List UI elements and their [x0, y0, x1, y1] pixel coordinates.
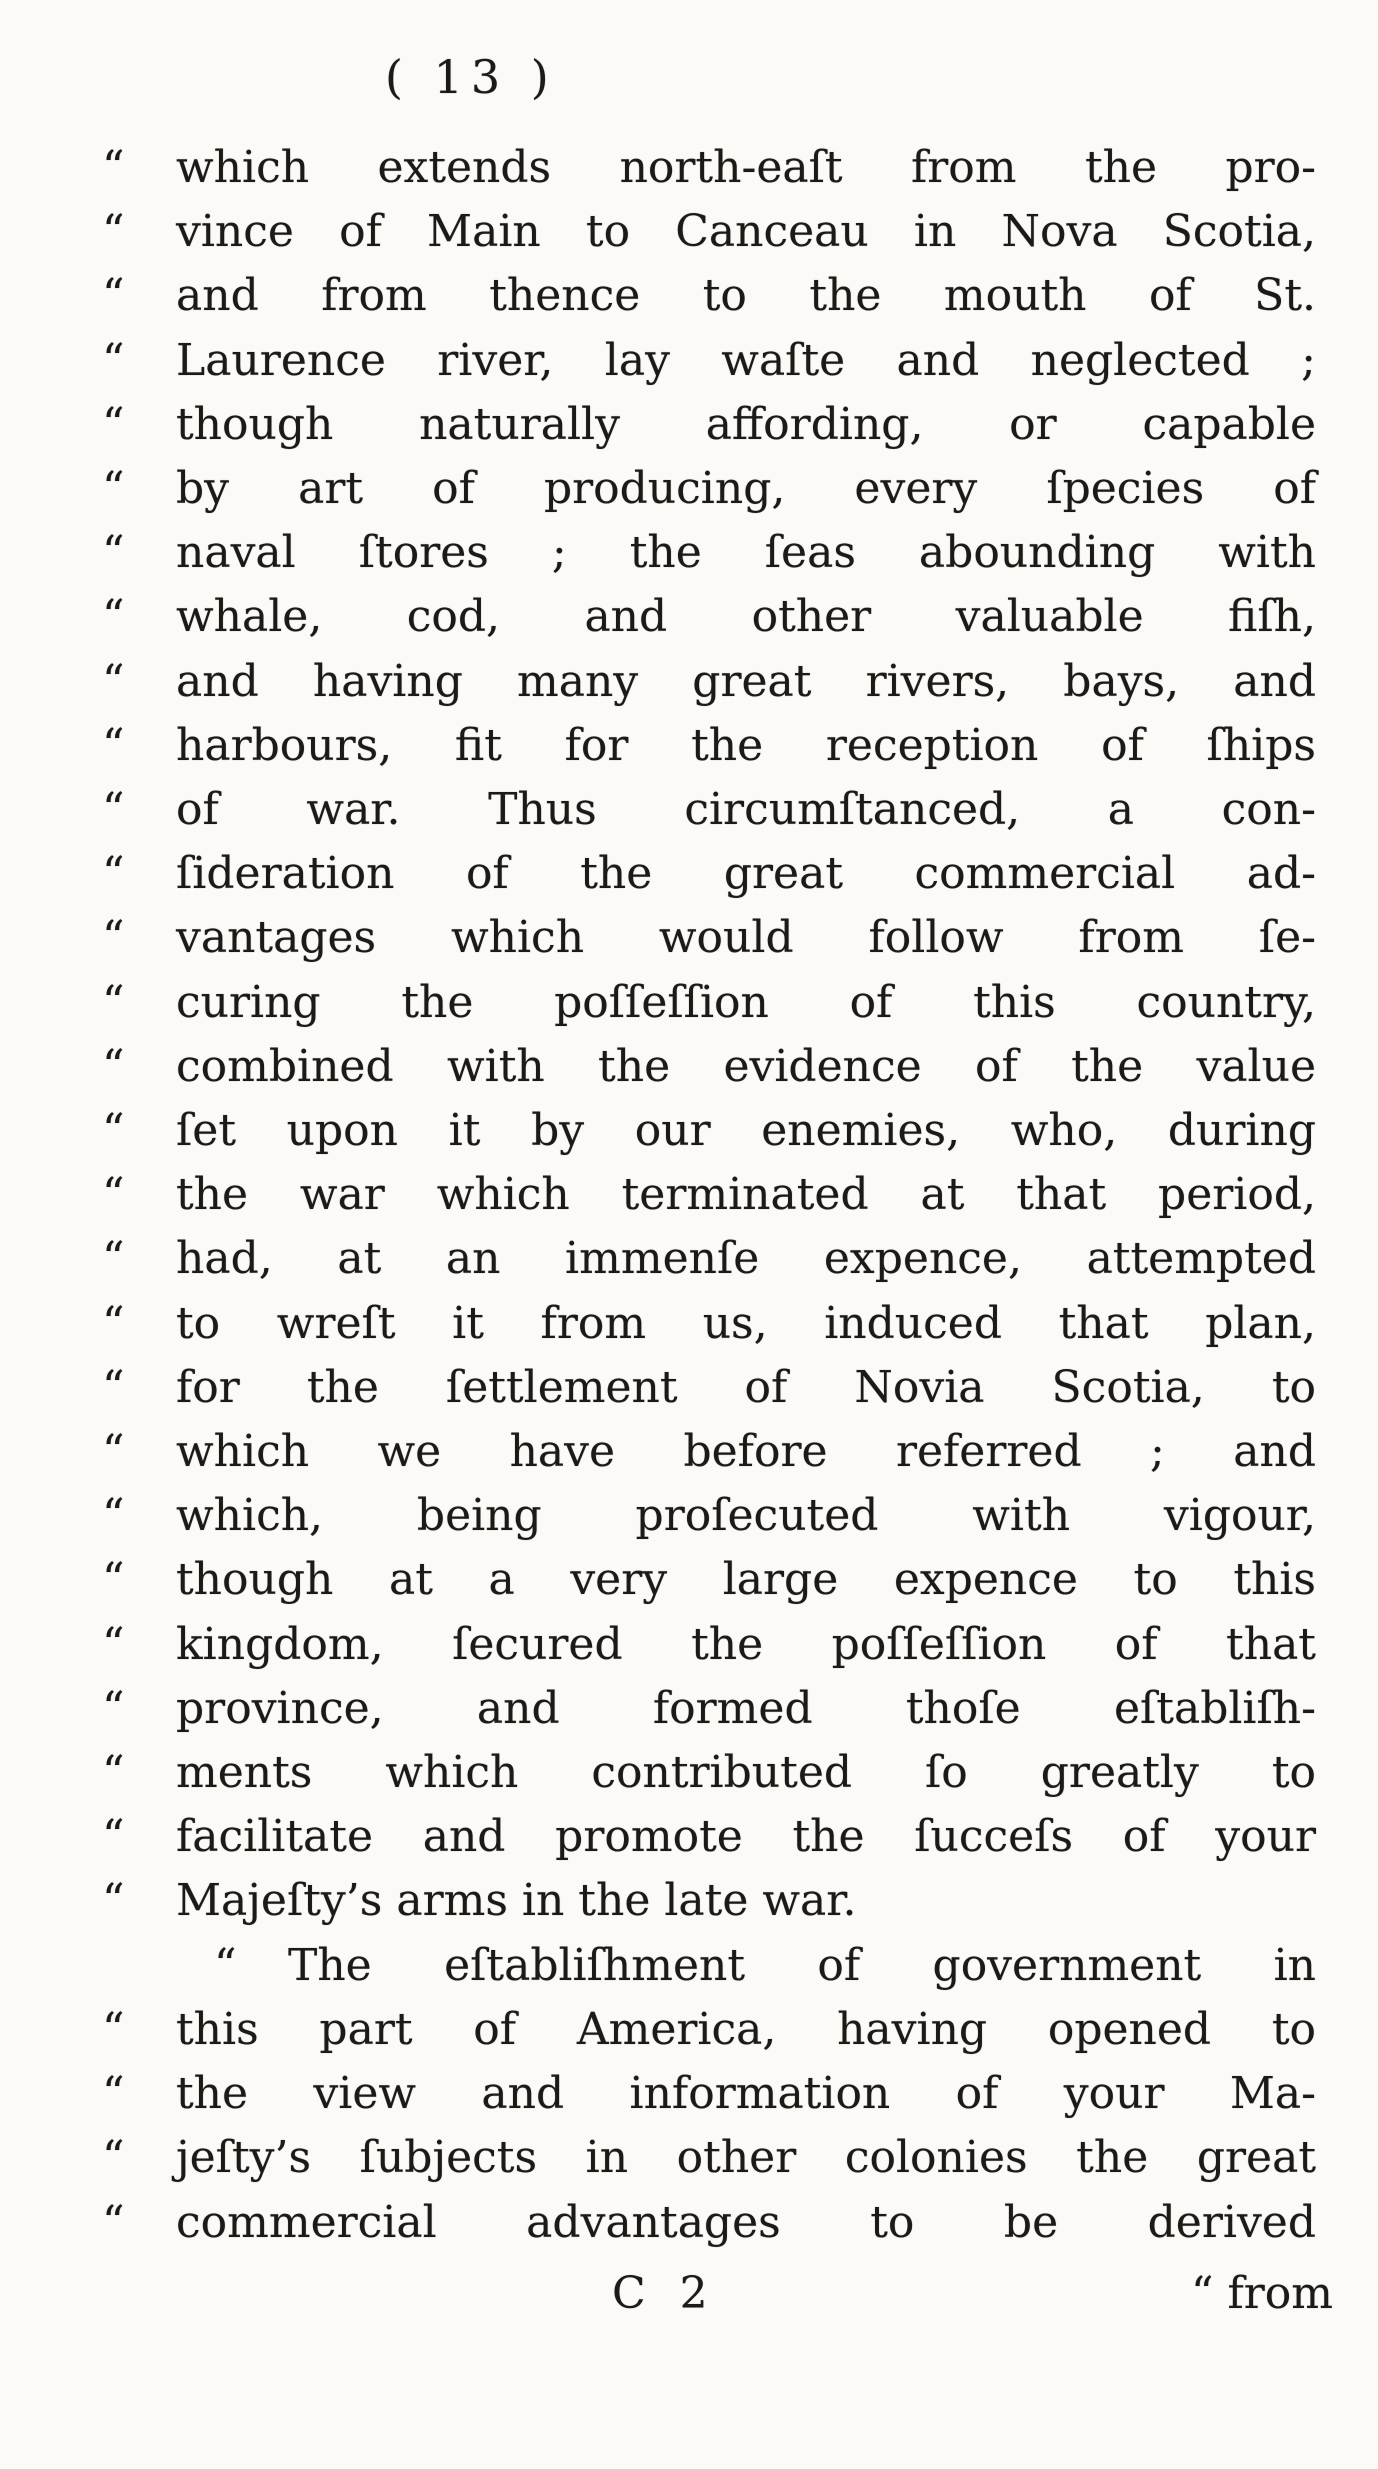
line-text: and having many great rivers, bays, and	[176, 655, 1316, 707]
page-footer	[0, 2268, 1378, 2338]
line-text: which, being proſecuted with vigour,	[176, 1490, 1316, 1542]
quote-mark: “	[102, 398, 127, 450]
line-text: province, and formed thoſe eſtabliſh-	[176, 1682, 1316, 1734]
text-line	[102, 1934, 1316, 1998]
text-line	[102, 585, 1316, 649]
line-text: though naturally affording, or capable	[176, 398, 1316, 450]
line-text: for the ſettlement of Novia Scotia, to	[176, 1361, 1316, 1413]
text-line	[102, 2062, 1316, 2126]
quote-mark: “	[102, 142, 127, 193]
text-line	[102, 1548, 1316, 1612]
text-line	[102, 1292, 1316, 1356]
quote-mark: “	[102, 912, 127, 964]
text-line	[102, 1484, 1316, 1548]
line-text: vince of Main to Canceau in Nova Scotia,	[176, 206, 1316, 258]
text-line	[102, 1420, 1316, 1484]
quote-mark: “	[102, 1554, 127, 1606]
line-text: naval ſtores ; the ſeas abounding with	[176, 527, 1316, 579]
catchword: “ from	[1190, 2268, 1333, 2319]
text-line	[102, 1677, 1316, 1741]
quote-mark: “	[102, 2003, 127, 2055]
quote-mark: “	[102, 784, 127, 836]
quote-mark: “	[102, 1105, 127, 1157]
line-text: the war which terminated at that period,	[176, 1169, 1316, 1221]
quote-mark: “	[102, 2132, 127, 2184]
text-line	[102, 1099, 1316, 1163]
line-text: combined with the evidence of the value	[176, 1040, 1316, 1092]
text-line	[102, 136, 1316, 200]
text-line	[102, 778, 1316, 842]
line-text: facilitate and promote the ſucceſs of your	[176, 1811, 1316, 1863]
text-line	[102, 650, 1316, 714]
text-line	[102, 1356, 1316, 1420]
line-text: this part of America, having opened to	[176, 2003, 1316, 2055]
line-text: curing the poſſeſſion of this country,	[176, 976, 1316, 1028]
quote-mark: “	[102, 591, 127, 643]
quote-mark: “	[102, 1169, 127, 1221]
text-line	[102, 971, 1316, 1035]
line-text: harbours, fit for the reception of ſhips	[176, 719, 1316, 771]
text-line	[102, 842, 1316, 906]
line-text: though at a very large expence to this	[176, 1554, 1316, 1606]
quote-mark: “	[102, 527, 127, 579]
quote-mark: “	[102, 1811, 127, 1863]
line-text: which extends north-eaſt from the pro-	[176, 142, 1316, 193]
quote-mark: “	[102, 270, 127, 322]
quote-mark: “	[102, 1426, 127, 1478]
line-text: of war. Thus circumſtanced, a con-	[176, 784, 1316, 836]
text-line	[102, 1613, 1316, 1677]
quote-mark: “	[102, 1490, 127, 1542]
line-text: had, at an immenſe expence, attempted	[176, 1233, 1316, 1285]
text-line	[102, 714, 1316, 778]
quote-mark: “	[102, 976, 127, 1028]
line-text: by art of producing, every ſpecies of	[176, 463, 1316, 515]
text-line	[102, 264, 1316, 328]
quote-mark: “	[102, 2068, 127, 2120]
quote-mark: “	[102, 1361, 127, 1413]
text-line	[102, 329, 1316, 393]
line-text: Laurence river, lay waſte and neglected ;	[176, 334, 1316, 386]
quote-mark: “	[102, 1747, 127, 1799]
line-text: whale, cod, and other valuable fiſh,	[176, 591, 1316, 643]
line-text: jeſty’s ſubjects in other colonies the great	[176, 2132, 1316, 2184]
quote-mark: “	[102, 1297, 127, 1349]
text-line	[102, 1163, 1316, 1227]
quote-mark: “	[102, 334, 127, 386]
text-line	[102, 1805, 1316, 1869]
quote-mark: “	[102, 1682, 127, 1734]
quote-mark: “	[102, 1040, 127, 1092]
text-line	[102, 1035, 1316, 1099]
quote-mark: “	[102, 848, 127, 900]
line-text: commercial advantages to be derived	[176, 2196, 1316, 2248]
quote-mark: “	[102, 719, 127, 771]
text-line	[102, 906, 1316, 970]
line-text: ſideration of the great commercial ad-	[176, 848, 1316, 900]
quote-mark: “	[102, 1233, 127, 1285]
text-line	[102, 2126, 1316, 2190]
text-line	[102, 1869, 1316, 1933]
quote-mark: “	[102, 655, 127, 707]
line-text: the view and information of your Ma-	[176, 2068, 1316, 2120]
line-text: The eſtabliſhment of government in	[288, 1939, 1316, 1991]
text-line	[102, 2191, 1316, 2255]
quote-mark: “	[214, 1939, 239, 1991]
text-line	[102, 200, 1316, 264]
quote-mark: “	[102, 463, 127, 515]
line-text: kingdom, ſecured the poſſeſſion of that	[176, 1618, 1316, 1670]
line-text: to wreſt it from us, induced that plan,	[176, 1297, 1316, 1349]
page-number: ( 13 )	[385, 50, 557, 104]
text-line	[102, 1741, 1316, 1805]
text-line	[102, 1998, 1316, 2062]
text-line	[102, 1227, 1316, 1291]
text-line	[102, 393, 1316, 457]
quote-mark: “	[102, 206, 127, 258]
quote-mark: “	[102, 1875, 127, 1927]
line-text: Majeſty’s arms in the late war.	[176, 1875, 857, 1927]
text-line	[102, 521, 1316, 585]
line-text: ments which contributed ſo greatly to	[176, 1747, 1316, 1799]
signature-mark: C 2	[612, 2268, 718, 2319]
text-block	[102, 136, 1316, 2255]
line-text: which we have before referred ; and	[176, 1426, 1316, 1478]
quote-mark: “	[102, 1618, 127, 1670]
quote-mark: “	[102, 2196, 127, 2248]
text-line	[102, 457, 1316, 521]
line-text: and from thence to the mouth of St.	[176, 270, 1316, 322]
line-text: vantages which would follow from ſe-	[176, 912, 1316, 964]
line-text: ſet upon it by our enemies, who, during	[176, 1105, 1316, 1157]
